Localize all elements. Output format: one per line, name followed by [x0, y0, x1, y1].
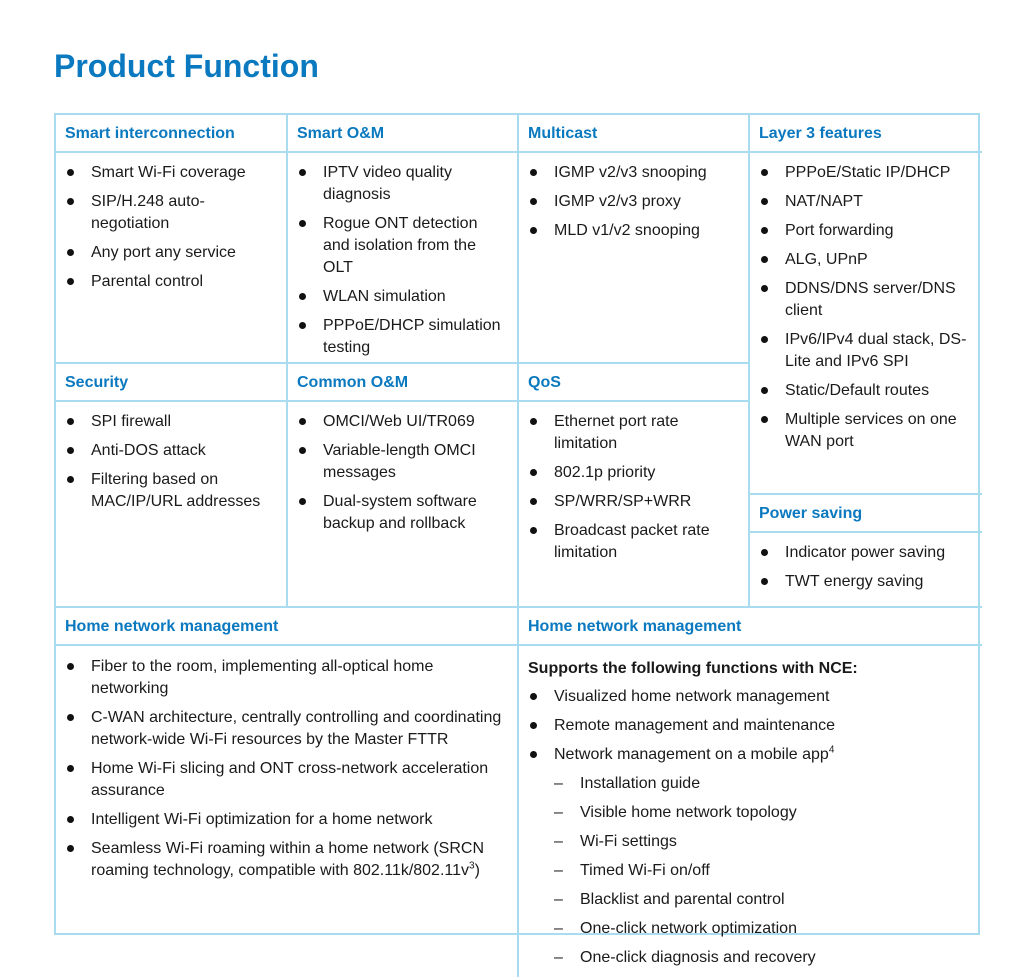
- home-network-left-body: [56, 646, 519, 977]
- list-item: Smart Wi-Fi coverage: [65, 162, 276, 184]
- roaming-text: Seamless Wi-Fi roaming within a home network (SRCN roaming technology, compatible with 802.11k/802.11v: [91, 840, 484, 879]
- multicast-body: [519, 153, 750, 364]
- qos-body: [519, 402, 750, 608]
- home-network-left-list: [65, 656, 507, 882]
- layer3-list: [759, 162, 972, 453]
- product-function-table: [54, 113, 980, 966]
- list-item: Broadcast packet rate limitation: [528, 520, 738, 564]
- smart-om-header: Smart O&M: [288, 115, 519, 153]
- layer3-header: Layer 3 features: [750, 115, 982, 153]
- roaming-text-tail: ): [474, 862, 480, 879]
- sub-list-item: – One-click network optimization: [554, 918, 972, 940]
- power-saving-header: Power saving: [750, 495, 982, 533]
- sub-list-item: – Installation guide: [554, 773, 972, 795]
- home-network-right-header: Home network management: [519, 608, 982, 646]
- list-item: PPPoE/DHCP simulation testing: [297, 315, 507, 359]
- list-item: Port forwarding: [759, 220, 972, 242]
- nce-intro: Supports the following functions with NCE:: [528, 660, 858, 677]
- list-item: NAT/NAPT: [759, 191, 972, 213]
- list-item: Variable-length OMCI messages: [297, 440, 507, 484]
- sub-list-item: – Blacklist and parental control: [554, 889, 972, 911]
- list-item: Intelligent Wi-Fi optimization for a home network: [65, 809, 507, 831]
- list-item: SP/WRR/SP+WRR: [528, 491, 738, 513]
- common-om-list: [297, 411, 507, 535]
- list-item: SPI firewall: [65, 411, 276, 433]
- list-item: IPv6/IPv4 dual stack, DS-Lite and IPv6 SPI: [759, 329, 972, 373]
- power-saving-body: [750, 533, 982, 608]
- smart-interconnection-header: Smart interconnection: [56, 115, 288, 153]
- qos-header: QoS: [519, 364, 750, 402]
- list-item: Visualized home network management: [528, 686, 972, 708]
- list-item-roaming: [65, 838, 511, 882]
- list-item: Anti-DOS attack: [65, 440, 276, 462]
- list-item: Home Wi-Fi slicing and ONT cross-network acceleration assurance: [65, 758, 511, 802]
- list-item: PPPoE/Static IP/DHCP: [759, 162, 972, 184]
- list-item: IGMP v2/v3 proxy: [528, 191, 738, 213]
- list-item: Multiple services on one WAN port: [759, 409, 972, 453]
- list-item: Ethernet port rate limitation: [528, 411, 738, 455]
- mobile-app-sublist: [554, 773, 972, 969]
- mobile-app-text: Network management on a mobile app: [554, 746, 829, 763]
- multicast-header: Multicast: [519, 115, 750, 153]
- smart-om-list: [297, 162, 507, 359]
- smart-om-body: [288, 153, 519, 364]
- list-item: Dual-system software backup and rollback: [297, 491, 507, 535]
- home-network-left-header: Home network management: [56, 608, 519, 646]
- list-item: Rogue ONT detection and isolation from the OLT: [297, 213, 493, 279]
- footnote-ref: 3: [469, 860, 475, 872]
- list-item: IPTV video quality diagnosis: [297, 162, 463, 206]
- qos-list: [528, 411, 738, 564]
- list-item-mobile-app: [528, 744, 972, 766]
- sub-list-item: – Wi-Fi settings: [554, 831, 972, 853]
- list-item: WLAN simulation: [297, 286, 507, 308]
- list-item: C-WAN architecture, centrally controlling and coordinating network-wide Wi-Fi resources by the Master FTTR: [65, 707, 511, 751]
- list-item: Parental control: [65, 271, 276, 293]
- list-item: Any port any service: [65, 242, 276, 264]
- security-list: [65, 411, 276, 513]
- list-item: TWT energy saving: [759, 571, 972, 593]
- home-network-right-list: [528, 686, 972, 766]
- page-title: Product Function: [54, 48, 319, 84]
- common-om-body: [288, 402, 519, 608]
- list-item: Indicator power saving: [759, 542, 972, 564]
- multicast-list: [528, 162, 738, 242]
- list-item: MLD v1/v2 snooping: [528, 220, 738, 242]
- list-item: ALG, UPnP: [759, 249, 972, 271]
- list-item: Static/Default routes: [759, 380, 972, 402]
- sub-list-item: – Visible home network topology: [554, 802, 972, 824]
- list-item: DDNS/DNS server/DNS client: [759, 278, 957, 322]
- layer3-body: [750, 153, 982, 495]
- sub-list-item: – Timed Wi-Fi on/off: [554, 860, 972, 882]
- sub-list-item: – One-click diagnosis and recovery: [554, 947, 972, 969]
- list-item: SIP/H.248 auto-negotiation: [65, 191, 211, 235]
- list-item: 802.1p priority: [528, 462, 738, 484]
- footnote-ref: 4: [828, 744, 835, 756]
- list-item: IGMP v2/v3 snooping: [528, 162, 738, 184]
- list-item: Remote management and maintenance: [528, 715, 972, 737]
- smart-interconnection-list: [65, 162, 276, 293]
- security-body: [56, 402, 288, 608]
- common-om-header: Common O&M: [288, 364, 519, 402]
- smart-interconnection-body: [56, 153, 288, 364]
- list-item: OMCI/Web UI/TR069: [297, 411, 507, 433]
- list-item: Fiber to the room, implementing all-optical home networking: [65, 656, 471, 700]
- home-network-right-body: [519, 646, 982, 977]
- power-saving-list: [759, 542, 972, 593]
- list-item: Filtering based on MAC/IP/URL addresses: [65, 469, 276, 513]
- security-header: Security: [56, 364, 288, 402]
